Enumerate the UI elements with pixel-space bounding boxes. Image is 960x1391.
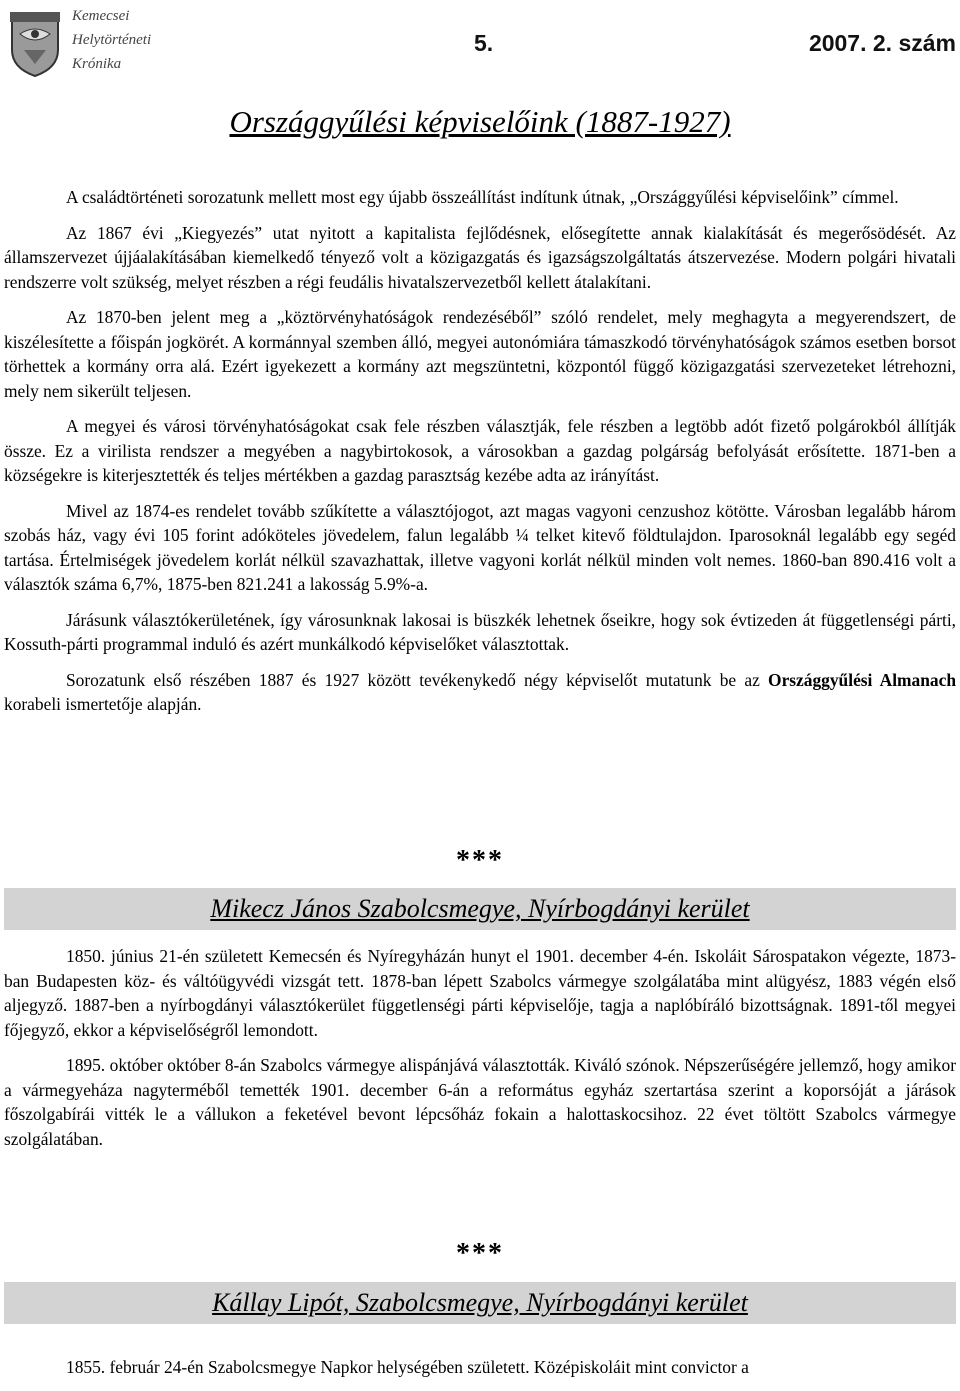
section-heading (4, 1282, 956, 1324)
issue-date: 2007. 2. szám (808, 30, 956, 56)
coat-of-arms-logo (6, 6, 64, 78)
intro-last-text: Sorozatunk első részében 1887 és 1927 között tevékenykedő négy képviselőt mutatunk be az (66, 669, 769, 690)
page-header (0, 0, 960, 82)
separator: *** (456, 845, 504, 876)
almanach-name: Országgyűlési Almanach (768, 669, 956, 690)
intro-section (4, 185, 956, 728)
logo-line-2: Helytörténeti (72, 32, 152, 48)
publication-name (72, 4, 151, 76)
logo-line-3: Krónika (72, 56, 122, 72)
issue-number: 5. (474, 30, 494, 56)
intro-paragraph: A családtörténeti sorozatunk mellett most egy újabb összeállítást indítunk útnak, „Országgyűlési képviselőink” címmel. (66, 187, 899, 207)
intro-paragraph: Járásunk választókerületének, így városunknak lakosai is büszkék lehetnek őseikre, hogy sok évtizeden át függetlenségi párti, Kossuth-párti programmal induló és azért munkálkodó képviselőket választottak. (4, 609, 956, 654)
intro-paragraph: A megyei és városi törvényhatóságokat csak fele részben választják, fele részben a legtöbb adót fizető polgárokból állítják össze. Ez a virilista rendszer a megyében a nagybirtokosok, a városokban a gazdag polgárság befolyását erősítette. 1871-ben a községekre is kiterjesztették és teljes mértékben a gazdag parasztság kezébe adta az irányítást. (4, 416, 956, 485)
section-heading-text: Kállay Lipót, Szabolcsmegye, Nyírbogdányi kerület (212, 1288, 748, 1317)
intro-paragraph: Mivel az 1874-es rendelet tovább szűkítette a választójogot, azt magas vagyoni cenzushoz kötötte. Városban legalább három szobás ház, vagy évi 105 forint adóköteles jövedelem, falun legalább ¼ telket kitevő földtulajdon. Iparosoknál legalább egy segéd tartása. Értelmiségek jövedelem korlát nélkül szavazhattak, illetve vagyoni korlát nélkül minden volt nemes. 1860-ban 890.416 volt a választók száma 6,7%, 1875-ben 821.241 a lakosság 5.9%-a. (4, 500, 956, 594)
section-heading-text: Mikecz János Szabolcsmegye, Nyírbogdányi kerület (210, 894, 750, 923)
logo-line-1: Kemecsei (72, 8, 130, 24)
separator: *** (456, 1238, 504, 1269)
intro-paragraph: Az 1870-ben jelent meg a „köztörvényhatóságok rendezéséből” szóló rendelet, mely meghagyta a megyerendszert, de kiszélesítette a főispán jogkörét. A kormánnyal szemben álló, megyei autonómiára támaszkodó törvényhatóságok számos esetben borsot törhettek a kormány orra alá. Ezért igyekezett a kormány azt megszüntetni, központól függő közigazgatási szervezeteket létrehozni, mely nem sikerült teljesen. (4, 307, 956, 401)
section-mikecz (4, 944, 956, 1162)
section-kallay (4, 1355, 956, 1391)
section-paragraph: 1895. október október 8-án Szabolcs vármegye alispánjává választották. Kiváló szónok. Népszerűségére jellemző, hogy amikor a vármegyeháza nagyterméből temették 1901. december 6-án a református egyház szertartása szerint a koporsóját a járások főszolgabírái vitték le a vállukon a feketével bevont lépcsőház fokain a halottaskocsihoz. 22 évet töltött Szabolcs vármegye szolgálatában. (4, 1055, 956, 1149)
intro-paragraph: Az 1867 évi „Kiegyezés” utat nyitott a kapitalista fejlődésnek, elősegítette annak kialakítását és megerősödését. Az államszervezet újjáalakításában kiemelkedő tényező volt a közigazgatás és igazságszolgáltatás átszervezése. Modern polgári hivatali rendszerre volt szükség, melyet részben a régi feudális hivatalszervezetből kellett átalakítani. (4, 222, 956, 292)
section-heading (4, 888, 956, 930)
section-paragraph: 1855. február 24-én Szabolcsmegye Napkor helységében született. Középiskoláit mint convictor a (66, 1357, 749, 1377)
section-paragraph: 1850. június 21-én született Kemecsén és Nyíregyházán hunyt el 1901. december 4-én. Iskoláit Sárospatakon végezte, 1873-ban Budapesten köz- és váltóügyvédi vizsgát tett. 1878-ban lépett Szabolcs vármegye szolgálatába mint alügyész, 1883 végén első aljegyző. 1887-ben a nyírbogdányi választókerület függetlenségi párti képviselője, tagja a naplóbíráló bizottságnak. 1891-től megyei főjegyző, ekkor a képviselőségről lemondott. (4, 946, 956, 1040)
intro-paragraph-last (4, 668, 956, 717)
intro-last-text-end: korabeli ismertetője alapján. (4, 694, 202, 714)
page-title-text: Országgyűlési képviselőink (1887-1927) (229, 104, 731, 139)
page-title (0, 104, 960, 140)
